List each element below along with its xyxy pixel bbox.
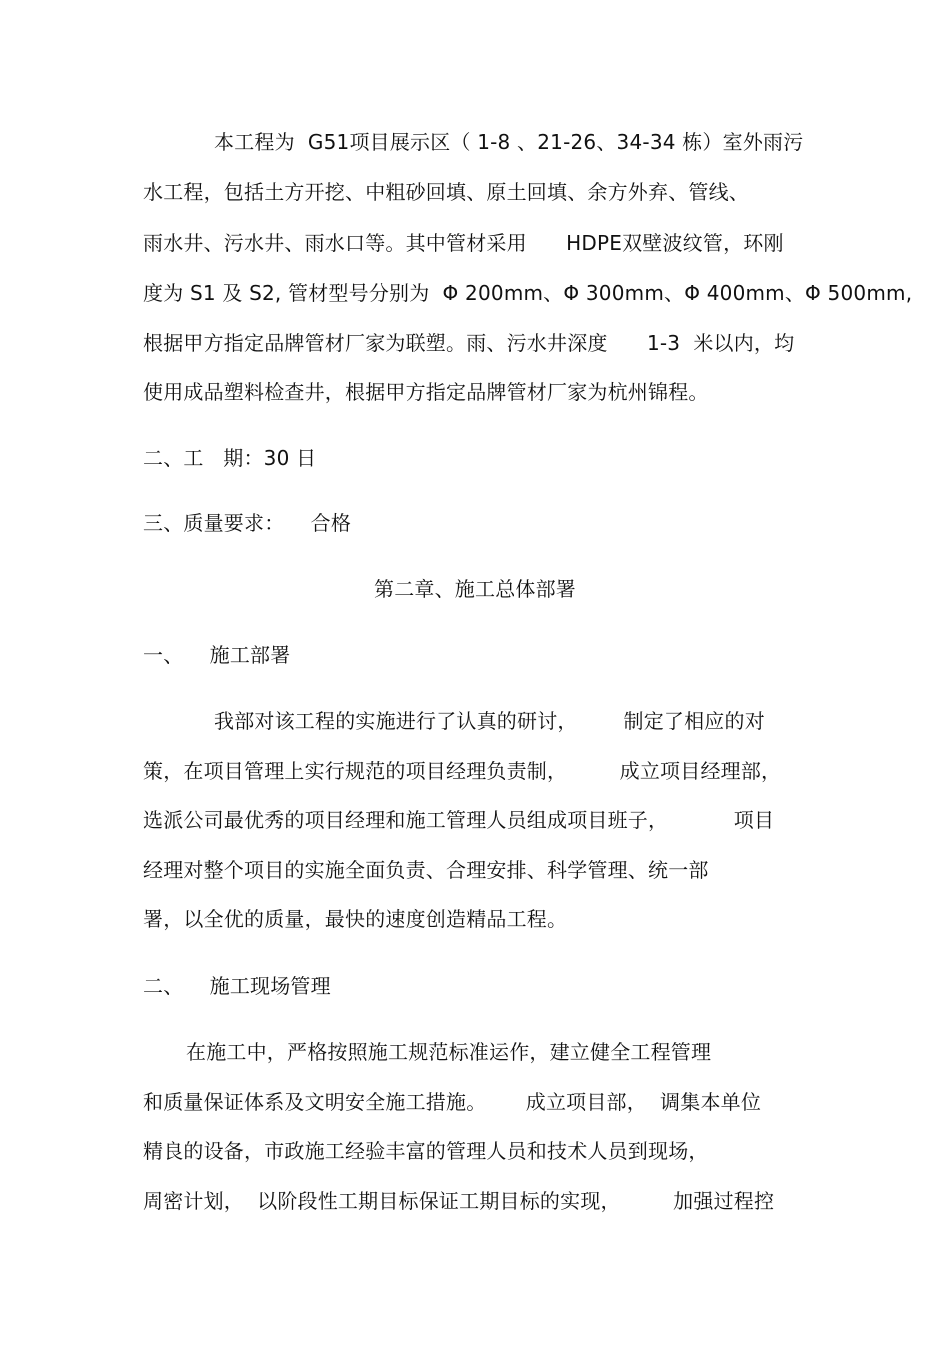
section2-line-1: 在施工中，严格按照施工规范标准运作，建立健全工程管理 xyxy=(186,1040,712,1064)
section2-line-4: 周密计划， 以阶段性工期目标保证工期目标的实现， 加强过程控 xyxy=(143,1189,775,1213)
section2-line-3: 精良的设备，市政施工经验丰富的管理人员和技术人员到现场， xyxy=(143,1139,709,1163)
intro-line-3: 雨水井、污水井、雨水口等。其中管材采用 HDPE双壁波纹管，环刚 xyxy=(143,231,784,255)
chapter-title: 第二章、施工总体部署 xyxy=(374,577,576,601)
section1-line-2: 策，在项目管理上实行规范的项目经理负责制， 成立项目经理部， xyxy=(143,759,782,783)
section1-title: 一、 施工部署 xyxy=(143,643,291,667)
intro-line-6: 使用成品塑料检查井，根据甲方指定品牌管材厂家为杭州锦程。 xyxy=(143,380,709,404)
schedule-line: 二、工 期：30 日 xyxy=(143,446,317,470)
section2-line-2: 和质量保证体系及文明安全施工措施。 成立项目部， 调集本单位 xyxy=(143,1090,762,1114)
intro-line-4: 度为 S1 及 S2, 管材型号分别为 Φ 200mm、Φ 300mm、Φ 400mm、Φ 500mm, xyxy=(143,281,913,305)
section1-line-5: 署，以全优的质量，最快的速度创造精品工程。 xyxy=(143,907,568,931)
intro-line-1: 本工程为 G51项目展示区（ 1-8 、21-26、34-34 栋）室外雨污 xyxy=(214,130,804,154)
section1-line-3: 选派公司最优秀的项目经理和施工管理人员组成项目班子， 项目 xyxy=(143,808,775,832)
intro-line-2: 水工程，包括土方开挖、中粗砂回填、原土回填、余方外弃、管线、 xyxy=(143,180,749,204)
section1-line-4: 经理对整个项目的实施全面负责、合理安排、科学管理、统一部 xyxy=(143,858,709,882)
quality-line: 三、质量要求： 合格 xyxy=(143,511,352,535)
section1-line-1: 我部对该工程的实施进行了认真的研讨， 制定了相应的对 xyxy=(214,709,765,733)
intro-line-5: 根据甲方指定品牌管材厂家为联塑。雨、污水井深度 1-3 米以内，均 xyxy=(143,331,795,355)
section2-title: 二、 施工现场管理 xyxy=(143,974,331,998)
